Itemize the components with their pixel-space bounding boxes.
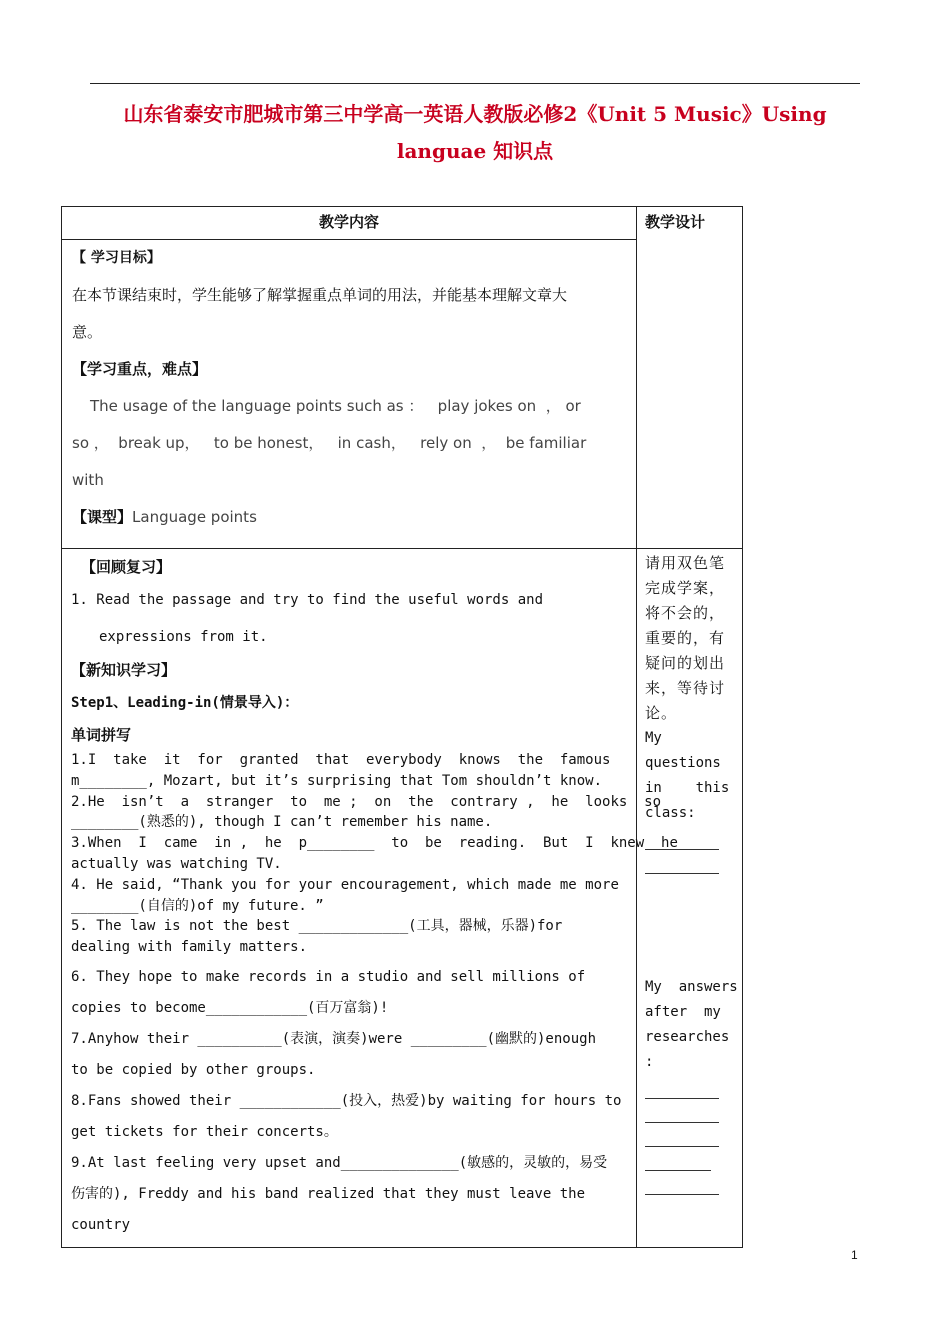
key-points-line-3: with [72,471,104,489]
q5-line-b: dealing with family matters. [71,939,308,956]
note-line: 来，等待讨 [645,679,726,697]
new-learning-heading: 【新知识学习】 [71,661,177,679]
note-line: 重要的，有 [645,629,726,647]
lesson-type [72,499,626,536]
questions-label-line: in this [645,780,730,796]
section-objectives [62,240,637,549]
header-teaching-content: 教学内容 [62,207,637,240]
q2-line-a: 2.He isn’t a stranger to me ; on the contrary , he looks so [71,793,662,810]
q4-line-b: ________(自信的)of my future. ” [71,897,324,914]
page-number: 1 [851,1248,858,1262]
answers-blank [645,1123,719,1147]
title-line-2: languae 知识点 [396,139,554,163]
q8-line-a: 8.Fans showed their ____________(投入，热爱)by waiting for hours to [71,1092,622,1109]
title-line-1: 山东省泰安市肥城市第三中学高一英语人教版必修2《Unit 5 Music》Using [123,102,827,126]
spacer [645,874,736,975]
q5-line-a: 5. The law is not the best _____________(工具，器械，乐器)for [71,918,563,935]
note-line: 疑问的划出 [645,654,726,672]
answers-label-line: : [645,1054,654,1070]
lesson-type-text: Language points [132,508,257,526]
questions-label-line: questions [645,755,721,771]
answers-label-line: researches [645,1029,730,1045]
q7-line-a: 7.Anyhow their __________(表演，演奏)were _________(幽默的)enough [71,1030,597,1047]
answers-label-line: after my [645,1004,721,1020]
q9-line-b: 伤害的), Freddy and his band realized that they must leave the [71,1185,586,1202]
answers-blank [645,1075,719,1099]
q7-line-b: to be copied by other groups. [71,1061,316,1078]
q6-line-a: 6. They hope to make records in a studio and sell millions of [71,968,586,985]
goal-text-1: 在本节课结束时，学生能够了解掌握重点单词的用法，并能基本理解文章大 [72,286,568,304]
q4-line-a: 4. He said, “Thank you for your encouragement, which made me more [71,876,619,893]
answers-blank [645,1147,711,1171]
document-title [80,96,870,170]
key-points-heading: 【学习重点，难点】 [72,360,208,378]
q9-line-c: country [71,1216,131,1233]
note-line: 请用双色笔 [645,554,726,572]
note-line: 将不会的， [645,604,726,622]
q9-line-a: 9.At last feeling very upset and______________(敏感的，灵敏的，易受 [71,1154,608,1171]
q3-line-a: 3.When I came in , he p________ to be reading. But I knew he [71,835,678,852]
review-heading: 【回顾复习】 [81,558,172,576]
goal-heading: 【 学习目标】 [72,250,161,266]
answers-label-line: My answers [645,979,738,995]
note-line: 完成学案， [645,579,726,597]
answers-blank [645,1099,719,1123]
q6-line-b: copies to become____________(百万富翁)! [71,999,389,1016]
questions-blank [645,850,719,874]
key-points-line-1: The usage of the language points such as ： play jokes on ， or [90,397,581,415]
q1-line-b: m________, Mozart, but it’s surprising that Tom shouldn’t know. [71,772,603,789]
spelling-heading: 单词拼写 [71,726,132,744]
q3-line-b: actually was watching TV. [71,855,282,872]
design-cell-notes [637,549,743,1248]
note-line: 论。 [645,704,678,722]
questions-label-line: My [645,730,662,746]
lesson-table [61,206,743,1248]
goal-text-2: 意。 [72,323,103,341]
header-teaching-design: 教学设计 [637,207,743,240]
step1-heading: Step1、Leading-in(情景导入)： [71,695,299,711]
q1-line-a: 1.I take it for granted that everybody knows the famous [71,752,611,768]
answers-blank [645,1171,719,1195]
header-rule [90,83,860,84]
key-points-line-2: so ， break up， to be honest， in cash， rely on ， be familiar [72,434,587,452]
design-cell-top [637,240,743,549]
questions-label-line: class: [645,805,696,821]
review-item-1a: 1. Read the passage and try to find the useful words and [71,592,544,608]
lesson-type-heading: 【课型】 [72,508,133,526]
review-item-1b: expressions from it. [99,629,268,645]
q2-line-b: ________(熟悉的), though I can’t remember his name. [71,814,493,831]
q8-line-b: get tickets for their concerts。 [71,1123,338,1140]
